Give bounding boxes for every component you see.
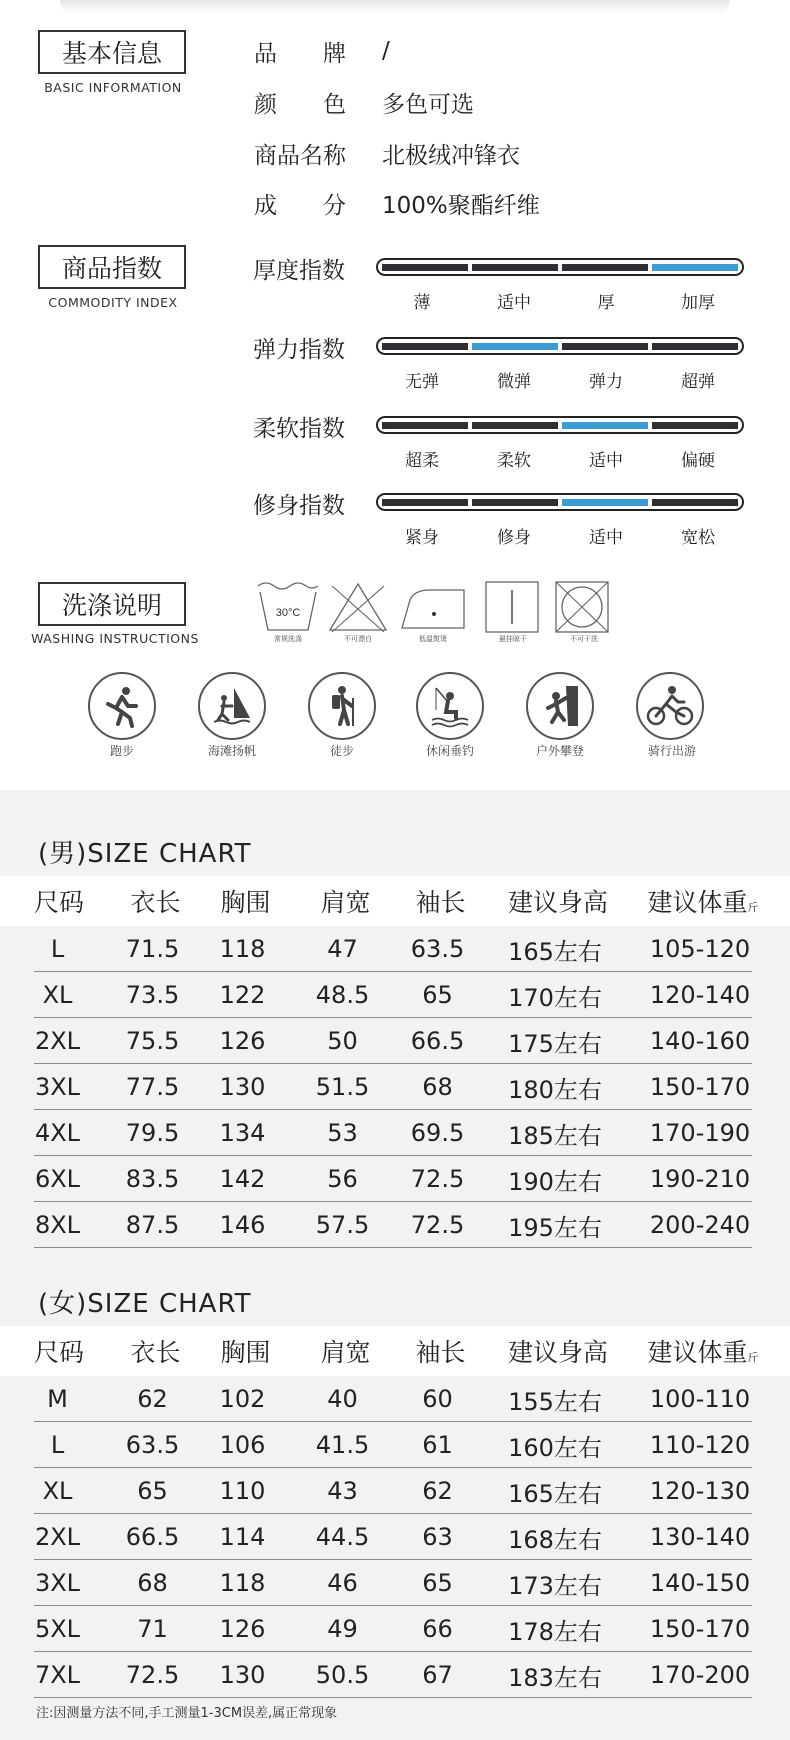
table-row [0, 1202, 790, 1248]
table-cell: 190左右 [508, 1167, 602, 1196]
table-cell: 40 [327, 1385, 358, 1413]
table-cell: 75.5 [125, 1027, 180, 1055]
table-cell: 130 [219, 1661, 266, 1689]
table-cell: 72.5 [125, 1661, 180, 1689]
index-segment-selected [472, 343, 558, 350]
line-dry-caption: 悬挂晾干 [499, 635, 527, 643]
table-cell: 56 [327, 1165, 358, 1193]
table-cell: 50.5 [315, 1661, 370, 1689]
basic-info-label: 基本信息 [38, 30, 186, 74]
index-segment [382, 343, 468, 350]
info-row-color: 颜 色 多色可选 [254, 91, 474, 118]
table-cell: 49 [327, 1615, 358, 1643]
index-label: 超柔 [405, 451, 439, 471]
index-labels [376, 367, 744, 392]
header-cell [118, 1333, 193, 1369]
header-text: 建议身高 [507, 1338, 608, 1367]
index-segment [472, 422, 558, 429]
table-cell: 165左右 [508, 1479, 602, 1508]
table-cell: 41.5 [315, 1431, 370, 1459]
climbing-caption: 户外攀登 [535, 744, 584, 758]
running-caption: 跑步 [109, 744, 134, 758]
index-segment [652, 343, 738, 350]
index-segment-selected [652, 264, 738, 271]
index-segment [652, 499, 738, 506]
table-cell: 65 [137, 1477, 168, 1505]
commodity-index-label: 商品指数 [38, 245, 186, 289]
header-text: 胸围 [220, 1338, 271, 1367]
index-labels [376, 446, 744, 471]
index-label: 柔软 [497, 451, 531, 471]
table-cell: 180左右 [508, 1075, 602, 1104]
table-cell: 77.5 [125, 1073, 180, 1101]
fishing-icon [416, 672, 484, 740]
table-cell: 63.5 [125, 1431, 180, 1459]
table-cell: 72.5 [410, 1211, 465, 1239]
index-bar [376, 416, 744, 434]
table-cell: 2XL [34, 1027, 81, 1055]
table-cell: 68 [422, 1073, 453, 1101]
index-label: 无弹 [405, 372, 439, 392]
sailing-icon [198, 672, 266, 740]
table-cell: 134 [219, 1119, 266, 1147]
table-cell: 140-150 [649, 1569, 751, 1597]
table-row [0, 1156, 790, 1202]
table-cell: 63 [422, 1523, 453, 1551]
weight-unit: 斤 [747, 901, 759, 914]
index-label: 微弹 [497, 372, 531, 392]
top-shadow [60, 0, 730, 14]
no-bleach-icon [326, 580, 390, 636]
table-row [0, 1018, 790, 1064]
weight-unit: 斤 [747, 1351, 759, 1364]
men-size-chart-title: (男)SIZE CHART [38, 839, 252, 869]
low-iron-caption: 低温熨烫 [419, 635, 447, 643]
table-cell: 72.5 [410, 1165, 465, 1193]
table-cell: 44.5 [315, 1523, 370, 1551]
table-row [0, 1064, 790, 1110]
table-cell: 178左右 [508, 1617, 602, 1646]
table-cell: 62 [422, 1477, 453, 1505]
table-cell: M [47, 1385, 68, 1413]
index-name: 修身指数 [253, 493, 345, 519]
table-cell: 65 [422, 1569, 453, 1597]
table-cell: 61 [422, 1431, 453, 1459]
index-segment [382, 264, 468, 271]
index-segment [472, 264, 558, 271]
header-text: 衣长 [130, 1338, 181, 1367]
table-cell: 69.5 [410, 1119, 465, 1147]
index-label: 适中 [589, 528, 623, 548]
table-cell: 66 [422, 1615, 453, 1643]
table-cell: 140-160 [649, 1027, 751, 1055]
table-row [0, 1422, 790, 1468]
table-cell: 47 [327, 935, 358, 963]
index-label: 紧身 [405, 528, 439, 548]
header-text: 袖长 [415, 1338, 466, 1367]
table-cell: 150-170 [649, 1073, 751, 1101]
index-segment-selected [562, 422, 648, 429]
header-cell [298, 1333, 393, 1369]
header-cell [488, 1333, 628, 1369]
table-cell: L [50, 935, 65, 963]
header-cell [193, 883, 298, 919]
table-cell: 200-240 [649, 1211, 751, 1239]
table-row [0, 1652, 790, 1698]
table-cell: 2XL [34, 1523, 81, 1551]
table-cell: 60 [422, 1385, 453, 1413]
header-cell [393, 883, 488, 919]
table-cell: 120-130 [649, 1477, 751, 1505]
table-cell: 183左右 [508, 1663, 602, 1692]
index-label: 弹力 [589, 372, 623, 392]
table-cell: 73.5 [125, 981, 180, 1009]
table-cell: 160左右 [508, 1433, 602, 1462]
table-cell: 126 [219, 1615, 266, 1643]
header-cell [488, 883, 628, 919]
info-row-brand: 品 牌 / [254, 38, 390, 67]
table-cell: 57.5 [315, 1211, 370, 1239]
table-cell: 71.5 [125, 935, 180, 963]
table-cell: 51.5 [315, 1073, 370, 1101]
table-cell: 5XL [34, 1615, 81, 1643]
wash-temp-text: 30°C [275, 607, 301, 619]
index-label: 偏硬 [681, 451, 715, 471]
climbing-icon [526, 672, 594, 740]
washing-subtitle: WASHING INSTRUCTIONS [31, 631, 199, 646]
women-size-chart-title: (女)SIZE CHART [38, 1289, 252, 1319]
table-cell: 48.5 [315, 981, 370, 1009]
table-cell: 170-200 [649, 1661, 751, 1689]
table-cell: 195左右 [508, 1213, 602, 1242]
table-cell: 62 [137, 1385, 168, 1413]
table-cell: 120-140 [649, 981, 751, 1009]
header-cell [393, 1333, 488, 1369]
table-cell: XL [42, 981, 73, 1009]
measurement-note: 注:因测量方法不同,手工测量1-3CM误差,属正常现象 [36, 1706, 338, 1721]
table-cell: 53 [327, 1119, 358, 1147]
table-cell: L [50, 1431, 65, 1459]
table-cell: 190-210 [649, 1165, 751, 1193]
table-cell: 118 [219, 1569, 266, 1597]
cycling-caption: 骑行出游 [647, 744, 696, 758]
fishing-caption: 休闲垂钓 [425, 744, 474, 758]
table-cell: 50 [327, 1027, 358, 1055]
index-segment [652, 422, 738, 429]
table-cell: 173左右 [508, 1571, 602, 1600]
header-text: 建议身高 [507, 888, 608, 917]
index-label: 适中 [497, 293, 531, 313]
table-cell: 63.5 [410, 935, 465, 963]
index-bar [376, 493, 744, 511]
wash-caption: 常规洗涤 [274, 635, 302, 643]
table-cell: 100-110 [649, 1385, 751, 1413]
table-cell: 67 [422, 1661, 453, 1689]
table-cell: 6XL [34, 1165, 81, 1193]
header-cell [193, 1333, 298, 1369]
header-text: 建议体重 [647, 888, 748, 917]
index-bar [376, 337, 744, 355]
basic-info-subtitle: BASIC INFORMATION [44, 80, 182, 95]
table-cell: 118 [219, 935, 266, 963]
table-header [0, 876, 790, 926]
index-segment [562, 264, 648, 271]
header-text: 肩宽 [320, 888, 371, 917]
table-cell: 3XL [34, 1569, 81, 1597]
table-cell: 168左右 [508, 1525, 602, 1554]
table-header [0, 1326, 790, 1376]
table-cell: 170-190 [649, 1119, 751, 1147]
sailing-caption: 海滩扬帆 [207, 744, 256, 758]
running-icon [88, 672, 156, 740]
info-row-product-name: 商品名称 北极绒冲锋衣 [254, 142, 520, 169]
index-name: 柔软指数 [253, 416, 345, 442]
index-segment [382, 422, 468, 429]
commodity-index-subtitle: COMMODITY INDEX [48, 295, 178, 310]
table-cell: 65 [422, 981, 453, 1009]
hiking-icon [308, 672, 376, 740]
table-cell: 4XL [34, 1119, 81, 1147]
index-segment-selected [562, 499, 648, 506]
header-text: 胸围 [220, 888, 271, 917]
table-cell: 71 [137, 1615, 168, 1643]
index-label: 加厚 [681, 293, 715, 313]
table-cell: 3XL [34, 1073, 81, 1101]
table-cell: 7XL [34, 1661, 81, 1689]
table-cell: XL [42, 1477, 73, 1505]
index-segment [562, 343, 648, 350]
index-segment [472, 499, 558, 506]
table-row [0, 972, 790, 1018]
table-row [0, 926, 790, 972]
table-cell: 126 [219, 1027, 266, 1055]
washing-label: 洗涤说明 [38, 582, 186, 626]
hiking-caption: 徒步 [329, 744, 354, 758]
header-text: 衣长 [130, 888, 181, 917]
table-cell: 110-120 [649, 1431, 751, 1459]
table-cell: 146 [219, 1211, 266, 1239]
header-text: 尺码 [33, 1338, 84, 1367]
table-cell: 106 [219, 1431, 266, 1459]
no-tumble-dry-caption: 不可干洗 [570, 635, 598, 643]
table-cell: 122 [219, 981, 266, 1009]
table-cell: 114 [219, 1523, 266, 1551]
table-cell: 155左右 [508, 1387, 602, 1416]
index-bar [376, 258, 744, 276]
line-dry-icon [484, 580, 548, 636]
table-row [0, 1468, 790, 1514]
table-row [0, 1110, 790, 1156]
index-labels [376, 523, 744, 548]
index-name: 弹力指数 [253, 337, 345, 363]
header-cell [118, 883, 193, 919]
header-cell [628, 1333, 778, 1369]
women-size-table [0, 1326, 790, 1698]
header-cell [0, 883, 118, 919]
table-cell: 185左右 [508, 1121, 602, 1150]
table-cell: 150-170 [649, 1615, 751, 1643]
table-row [0, 1376, 790, 1422]
index-label: 薄 [413, 293, 431, 313]
header-text: 建议体重 [647, 1338, 748, 1367]
index-label: 适中 [589, 451, 623, 471]
index-label: 超弹 [681, 372, 715, 392]
table-cell: 66.5 [410, 1027, 465, 1055]
table-cell: 83.5 [125, 1165, 180, 1193]
no-bleach-caption: 不可漂白 [344, 635, 372, 643]
header-cell [628, 883, 778, 919]
index-name: 厚度指数 [253, 258, 345, 284]
table-cell: 43 [327, 1477, 358, 1505]
index-labels [376, 288, 744, 313]
header-text: 袖长 [415, 888, 466, 917]
info-row-material: 成 分 100%聚酯纤维 [254, 192, 540, 219]
header-cell [0, 1333, 118, 1369]
table-cell: 142 [219, 1165, 266, 1193]
table-row [0, 1514, 790, 1560]
table-cell: 130-140 [649, 1523, 751, 1551]
wash-tub-icon [256, 580, 320, 636]
header-cell [298, 883, 393, 919]
table-cell: 66.5 [125, 1523, 180, 1551]
table-cell: 79.5 [125, 1119, 180, 1147]
no-tumble-dry-icon [554, 580, 618, 636]
table-cell: 46 [327, 1569, 358, 1597]
index-label: 修身 [497, 528, 531, 548]
table-cell: 175左右 [508, 1029, 602, 1058]
table-cell: 130 [219, 1073, 266, 1101]
table-cell: 8XL [34, 1211, 81, 1239]
table-cell: 110 [219, 1477, 266, 1505]
header-text: 肩宽 [320, 1338, 371, 1367]
header-text: 尺码 [33, 888, 84, 917]
index-label: 宽松 [681, 528, 715, 548]
index-segment [382, 499, 468, 506]
table-cell: 165左右 [508, 937, 602, 966]
index-label: 厚 [597, 293, 615, 313]
table-row [0, 1560, 790, 1606]
low-iron-icon [398, 580, 462, 636]
cycling-icon [636, 672, 704, 740]
table-cell: 102 [219, 1385, 266, 1413]
men-size-table [0, 876, 790, 1248]
table-cell: 87.5 [125, 1211, 180, 1239]
table-cell: 170左右 [508, 983, 602, 1012]
table-row [0, 1606, 790, 1652]
table-cell: 105-120 [649, 935, 751, 963]
table-cell: 68 [137, 1569, 168, 1597]
